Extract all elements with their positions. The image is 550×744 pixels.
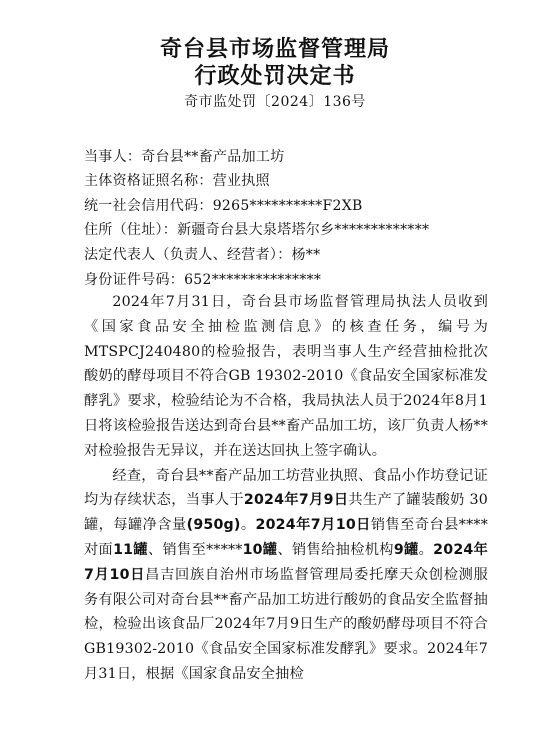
para2-text-6: 、销售给抽检机构	[277, 541, 394, 558]
paragraph-investigation	[84, 464, 488, 687]
para2-text-4: 销售至奇台县****对面	[84, 517, 488, 558]
document-body	[84, 290, 488, 687]
document-number: 奇市监处罚〔2024〕136号	[184, 94, 366, 110]
paragraph-notification: 2024年7月31日，奇台县市场监督管理局执法人员收到《国家食品安全抽检监测信息》的核查任务，编号为MTSPCJ240480的检验报告，表明当事人生产经营抽检批次酸奶的酵母项目不符合GB 19302-2010《食品安全国家标准发酵乳》要求，检验结论为不合格，我局执法人员于2024年8月1日将该检验报告送达到奇台县**畜产品加工坊，该厂负责人杨**对检验报告无异议，并在送达回执上签字确认。	[84, 294, 488, 459]
para2-text-8: 昌吉回族自治州市场监督管理局委托摩天众创检测服务有限公司对奇台县**畜产品加工坊进行酸奶的食品安全监督抽检，检验出该食品厂2024年7月9日生产的酸奶酵母项目不符合GB19302-2010《食品安全国家标准发酵乳》要求。2024年7月31日，根据《国家食品安全抽检	[84, 566, 488, 682]
para2-text-5: 、销售至*****	[147, 541, 243, 558]
sale-count-1: 11罐	[113, 541, 148, 558]
sale-count-3: 9罐	[393, 541, 419, 558]
party-address: 住所（住址）：新疆奇台县大泉塔塔尔乡*************	[84, 222, 430, 238]
credit-code: 统一社会信用代码：9265**********F2XB	[84, 198, 363, 214]
net-weight: (950g)	[186, 517, 241, 534]
para2-text-2: 共生产了罐装酸奶 30 罐，每罐净含量	[84, 492, 489, 534]
certificate-type: 主体资格证照名称：营业执照	[84, 173, 270, 189]
document-title: 行政处罚决定书	[194, 63, 356, 89]
para2-text-1: 经查，奇台县**畜产品加工坊营业执照、食品小作坊登记证均为存续状态，当事人于	[84, 467, 488, 509]
agency-title: 奇台县市场监督管理局	[159, 36, 390, 62]
party-name: 当事人：奇台县**畜产品加工坊	[84, 149, 285, 165]
para2-text-3: 。	[240, 517, 256, 534]
production-date: 2024年7月9日	[243, 492, 349, 509]
id-number: 身份证件号码：652***************	[84, 272, 322, 288]
legal-representative: 法定代表人（负责人、经营者）：杨**	[84, 247, 321, 263]
sale-date: 2024年7月10日	[255, 517, 371, 534]
sale-count-2: 10罐	[242, 541, 278, 558]
para2-text-7: 。	[418, 541, 434, 558]
sampling-date: 2024年7月10日	[84, 541, 489, 583]
